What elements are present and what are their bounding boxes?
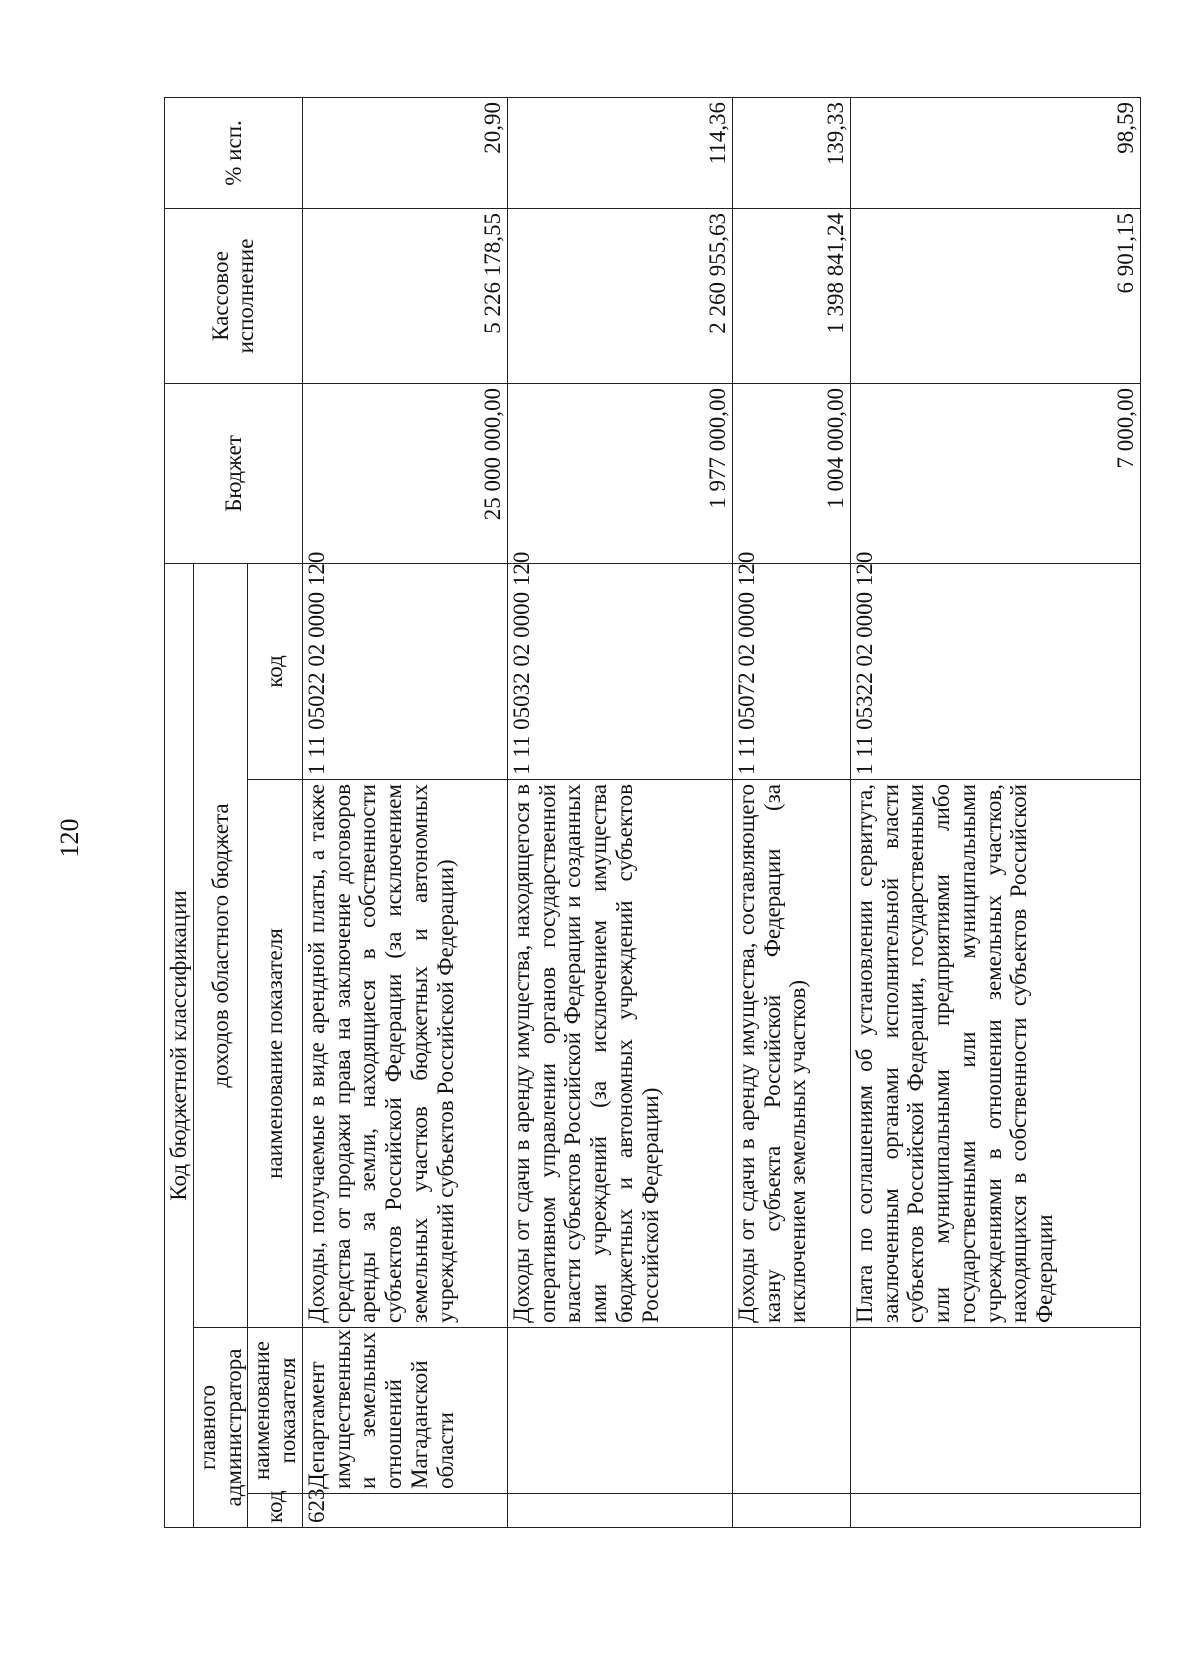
cash-cell: 6 901,15 [850,208,1140,383]
percent-cell: 114,36 [507,97,732,208]
percent-cell: 20,90 [302,97,507,208]
admin-group-header: главного администратора [193,1328,248,1528]
rotated-table-container [164,98,1138,1528]
table-row [507,97,732,1527]
table-row [732,97,850,1527]
revenue-code-cell: 1 11 05072 02 0000 120 [732,563,850,779]
cash-cell: 5 226 178,55 [302,208,507,383]
admin-name-header: наименование показателя [248,1328,303,1494]
classification-header: Код бюджетной классификации [165,563,194,1527]
admin-name-cell-empty [507,1328,732,1494]
revenue-code-cell: 1 11 05032 02 0000 120 [507,563,732,779]
admin-code-cell: 623 [302,1494,507,1528]
revenue-name-cell: Доходы от сдачи в аренду имущества, находящегося в оперативном управлении органов государственной власти субъектов Российской Федерации и созданных ими учреждений (за исключением имущества бюджетных и автономных учреждений субъектов Российской Федерации) [507,780,732,1328]
cash-execution-header: Кассовое исполнение [165,208,303,383]
percent-header: % исп. [165,97,303,208]
table-row [302,97,507,1527]
revenue-code-header: код [248,563,303,779]
table-row [850,97,1140,1527]
admin-name-cell-empty [732,1328,850,1494]
budget-header: Бюджет [165,383,303,563]
budget-cell: 25 000 000,00 [302,383,507,563]
admin-code-cell-empty [850,1494,1140,1528]
budget-cell: 1 004 000,00 [732,383,850,563]
admin-name-cell: Департамент имущественных и земельных отношений Магаданской области [302,1328,507,1494]
revenue-name-cell: Плата по соглашениям об установлении сервитута, заключенным органами исполнительной власти субъектов Российской Федерации, государственными или муниципальными предприятиями либо государственными или муниципальными учреждениями в отношении земельных участков, находящихся в собственности субъектов Российской Федерации [850,780,1140,1328]
percent-cell: 98,59 [850,97,1140,208]
revenue-code-cell: 1 11 05022 02 0000 120 [302,563,507,779]
cash-cell: 1 398 841,24 [732,208,850,383]
budget-table [164,97,1141,1528]
header-row-1 [165,97,194,1527]
page-number: 120 [55,818,84,858]
budget-cell: 7 000,00 [850,383,1140,563]
revenue-group-header: доходов областного бюджета [193,563,248,1327]
budget-cell: 1 977 000,00 [507,383,732,563]
percent-cell: 139,33 [732,97,850,208]
cash-cell: 2 260 955,63 [507,208,732,383]
revenue-name-cell: Доходы, получаемые в виде арендной платы, а также средства от продажи права на заключение договоров аренды за земли, находящиеся в собственности субъектов Российской Федерации (за исключением земельных участков бюджетных и автономных учреждений субъектов Российской Федерации) [302,780,507,1328]
revenue-name-cell: Доходы от сдачи в аренду имущества, составляющего казну субъекта Российской Федерации (за исключением земельных участков) [732,780,850,1328]
admin-code-cell-empty [732,1494,850,1528]
admin-code-cell-empty [507,1494,732,1528]
revenue-code-cell: 1 11 05322 02 0000 120 [850,563,1140,779]
revenue-name-header: наименование показателя [248,780,303,1328]
admin-code-header: код [248,1494,303,1528]
admin-name-cell-empty [850,1328,1140,1494]
